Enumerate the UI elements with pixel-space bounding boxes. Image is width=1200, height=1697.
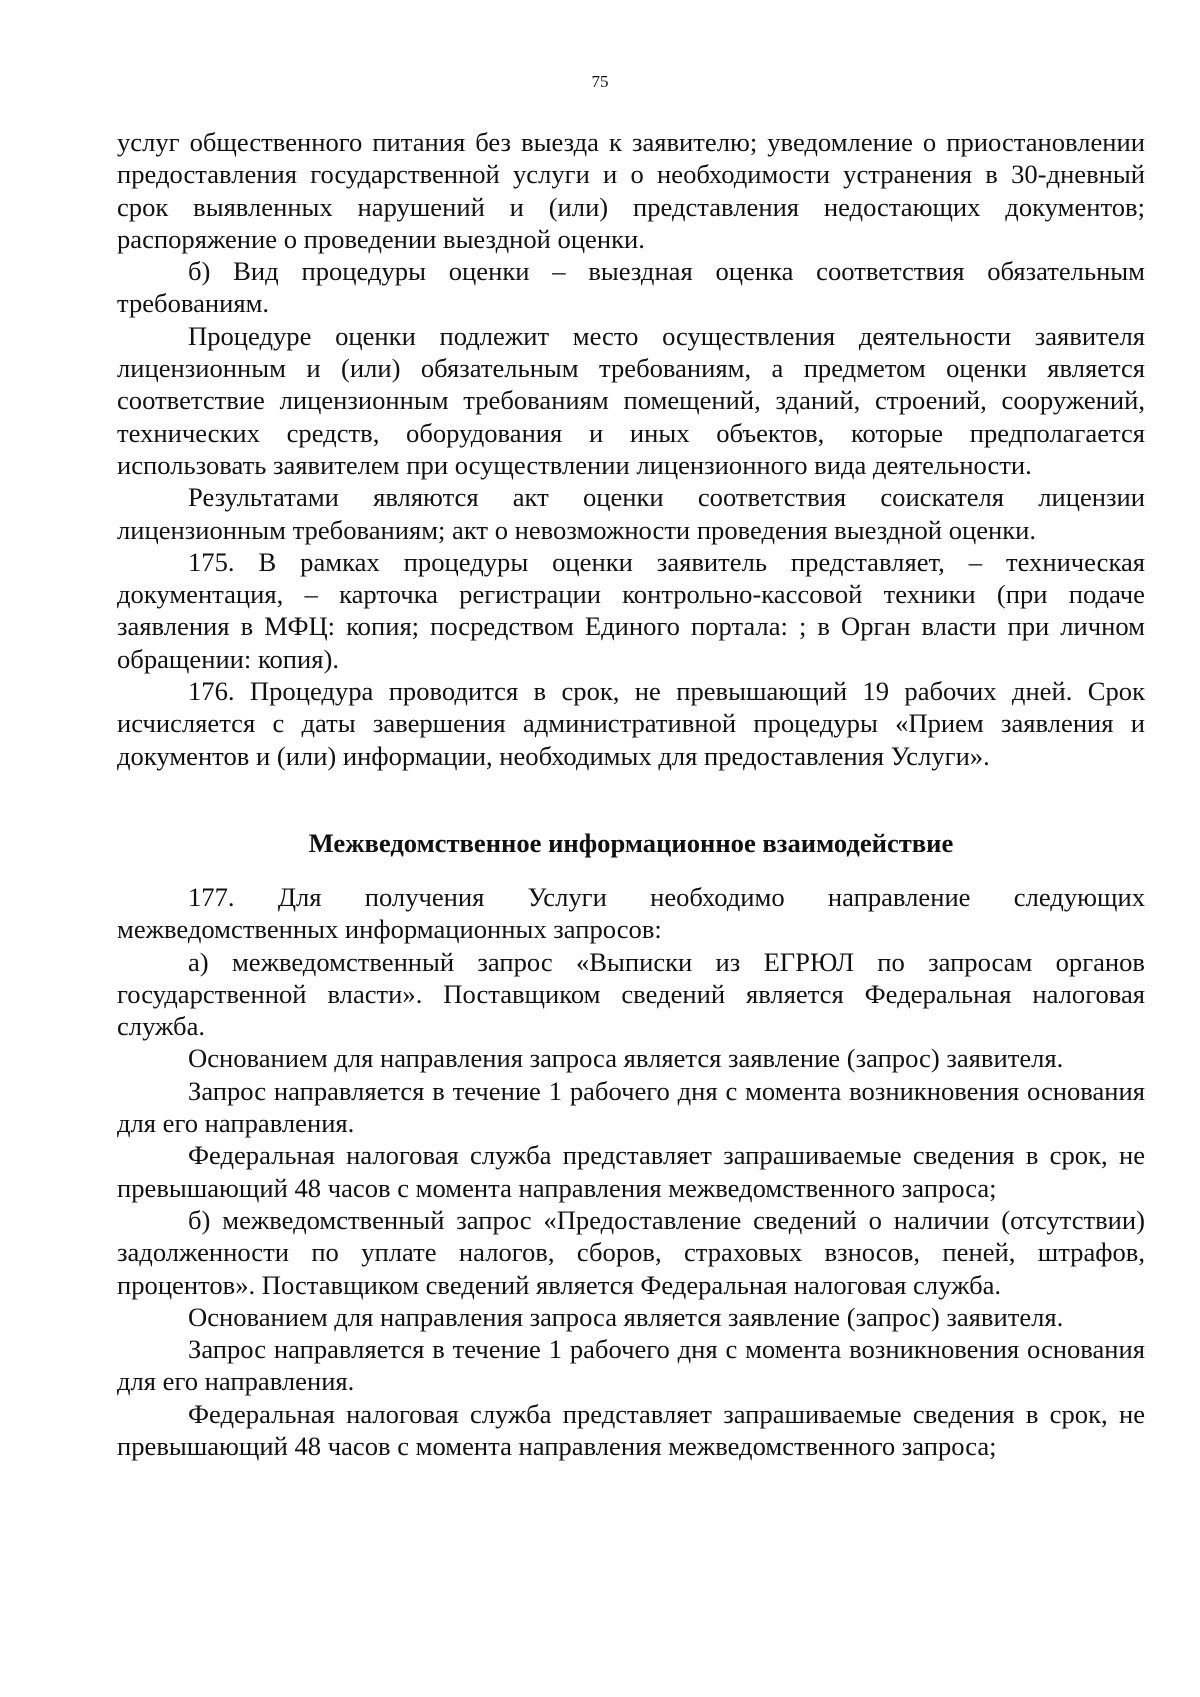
paragraph: Федеральная налоговая служба представляет запрашиваемые сведения в срок, не превышающий 48 часов с момента направления межведомственного запроса;: [117, 1398, 1145, 1461]
section-licensing-assessment: [117, 126, 1145, 772]
paragraph: 176. Процедура проводится в срок, не превышающий 19 рабочих дней. Срок исчисляется с даты завершения административной процедуры «Прием заявления и документов и (или) информации, необходимых для предоставления Услуги».: [117, 676, 1145, 771]
paragraph: б) межведомственный запрос «Предоставление сведений о наличии (отсутствии) задолженности по уплате налогов, сборов, страховых взносов, пеней, штрафов, процентов». Поставщиком сведений является Федеральная налоговая служба.: [117, 1204, 1145, 1300]
paragraph: 175. В рамках процедуры оценки заявитель представляет, – техническая документация, – карточка регистрации контрольно-кассовой техники (при подаче заявления в МФЦ: копия; посредством Единого портала: ; в Орган власти при личном обращении: копия).: [117, 546, 1145, 674]
paragraph: Основанием для направления запроса является заявление (запрос) заявителя.: [188, 1043, 1064, 1074]
paragraph: б) Вид процедуры оценки – выездная оценка соответствия обязательным требованиям.: [117, 256, 1145, 319]
section-interagency-requests: [117, 881, 1145, 1462]
paragraph: Результатами являются акт оценки соответствия соискателя лицензии лицензионным требованиям; акт о невозможности проведения выездной оценки.: [117, 482, 1145, 545]
paragraph: а) межведомственный запрос «Выписки из ЕГРЮЛ по запросам органов государственной власти». Поставщиком сведений является Федеральная налоговая служба.: [117, 946, 1145, 1042]
section-heading: Межведомственное информационное взаимодействие: [308, 827, 954, 858]
paragraph: Основанием для направления запроса является заявление (запрос) заявителя.: [188, 1301, 1064, 1332]
document-body: [117, 126, 1145, 1462]
page-number: 75: [591, 72, 609, 91]
paragraph: Процедуре оценки подлежит место осуществления деятельности заявителя лицензионным и (или) обязательным требованиям, а предметом оценки является соответствие лицензионным требованиям помещений, зданий, строений, сооружений, технических средств, оборудования и иных объектов, которые предполагается использовать заявителем при осуществлении лицензионного вида деятельности.: [117, 320, 1145, 480]
paragraph: 177. Для получения Услуги необходимо направление следующих межведомственных информационных запросов:: [117, 881, 1145, 945]
paragraph: Запрос направляется в течение 1 рабочего дня с момента возникновения основания для его направления.: [117, 1075, 1145, 1139]
paragraph: Запрос направляется в течение 1 рабочего дня с момента возникновения основания для его направления.: [117, 1334, 1145, 1397]
paragraph: Федеральная налоговая служба представляет запрашиваемые сведения в срок, не превышающий 48 часов с момента направления межведомственного запроса;: [117, 1140, 1145, 1203]
paragraph: услуг общественного питания без выезда к заявителю; уведомление о приостановлении предоставления государственной услуги и о необходимости устранения в 30-дневный срок выявленных нарушений и (или) представления недостающих документов; распоряжение о проведении выездной оценки.: [117, 127, 1145, 254]
